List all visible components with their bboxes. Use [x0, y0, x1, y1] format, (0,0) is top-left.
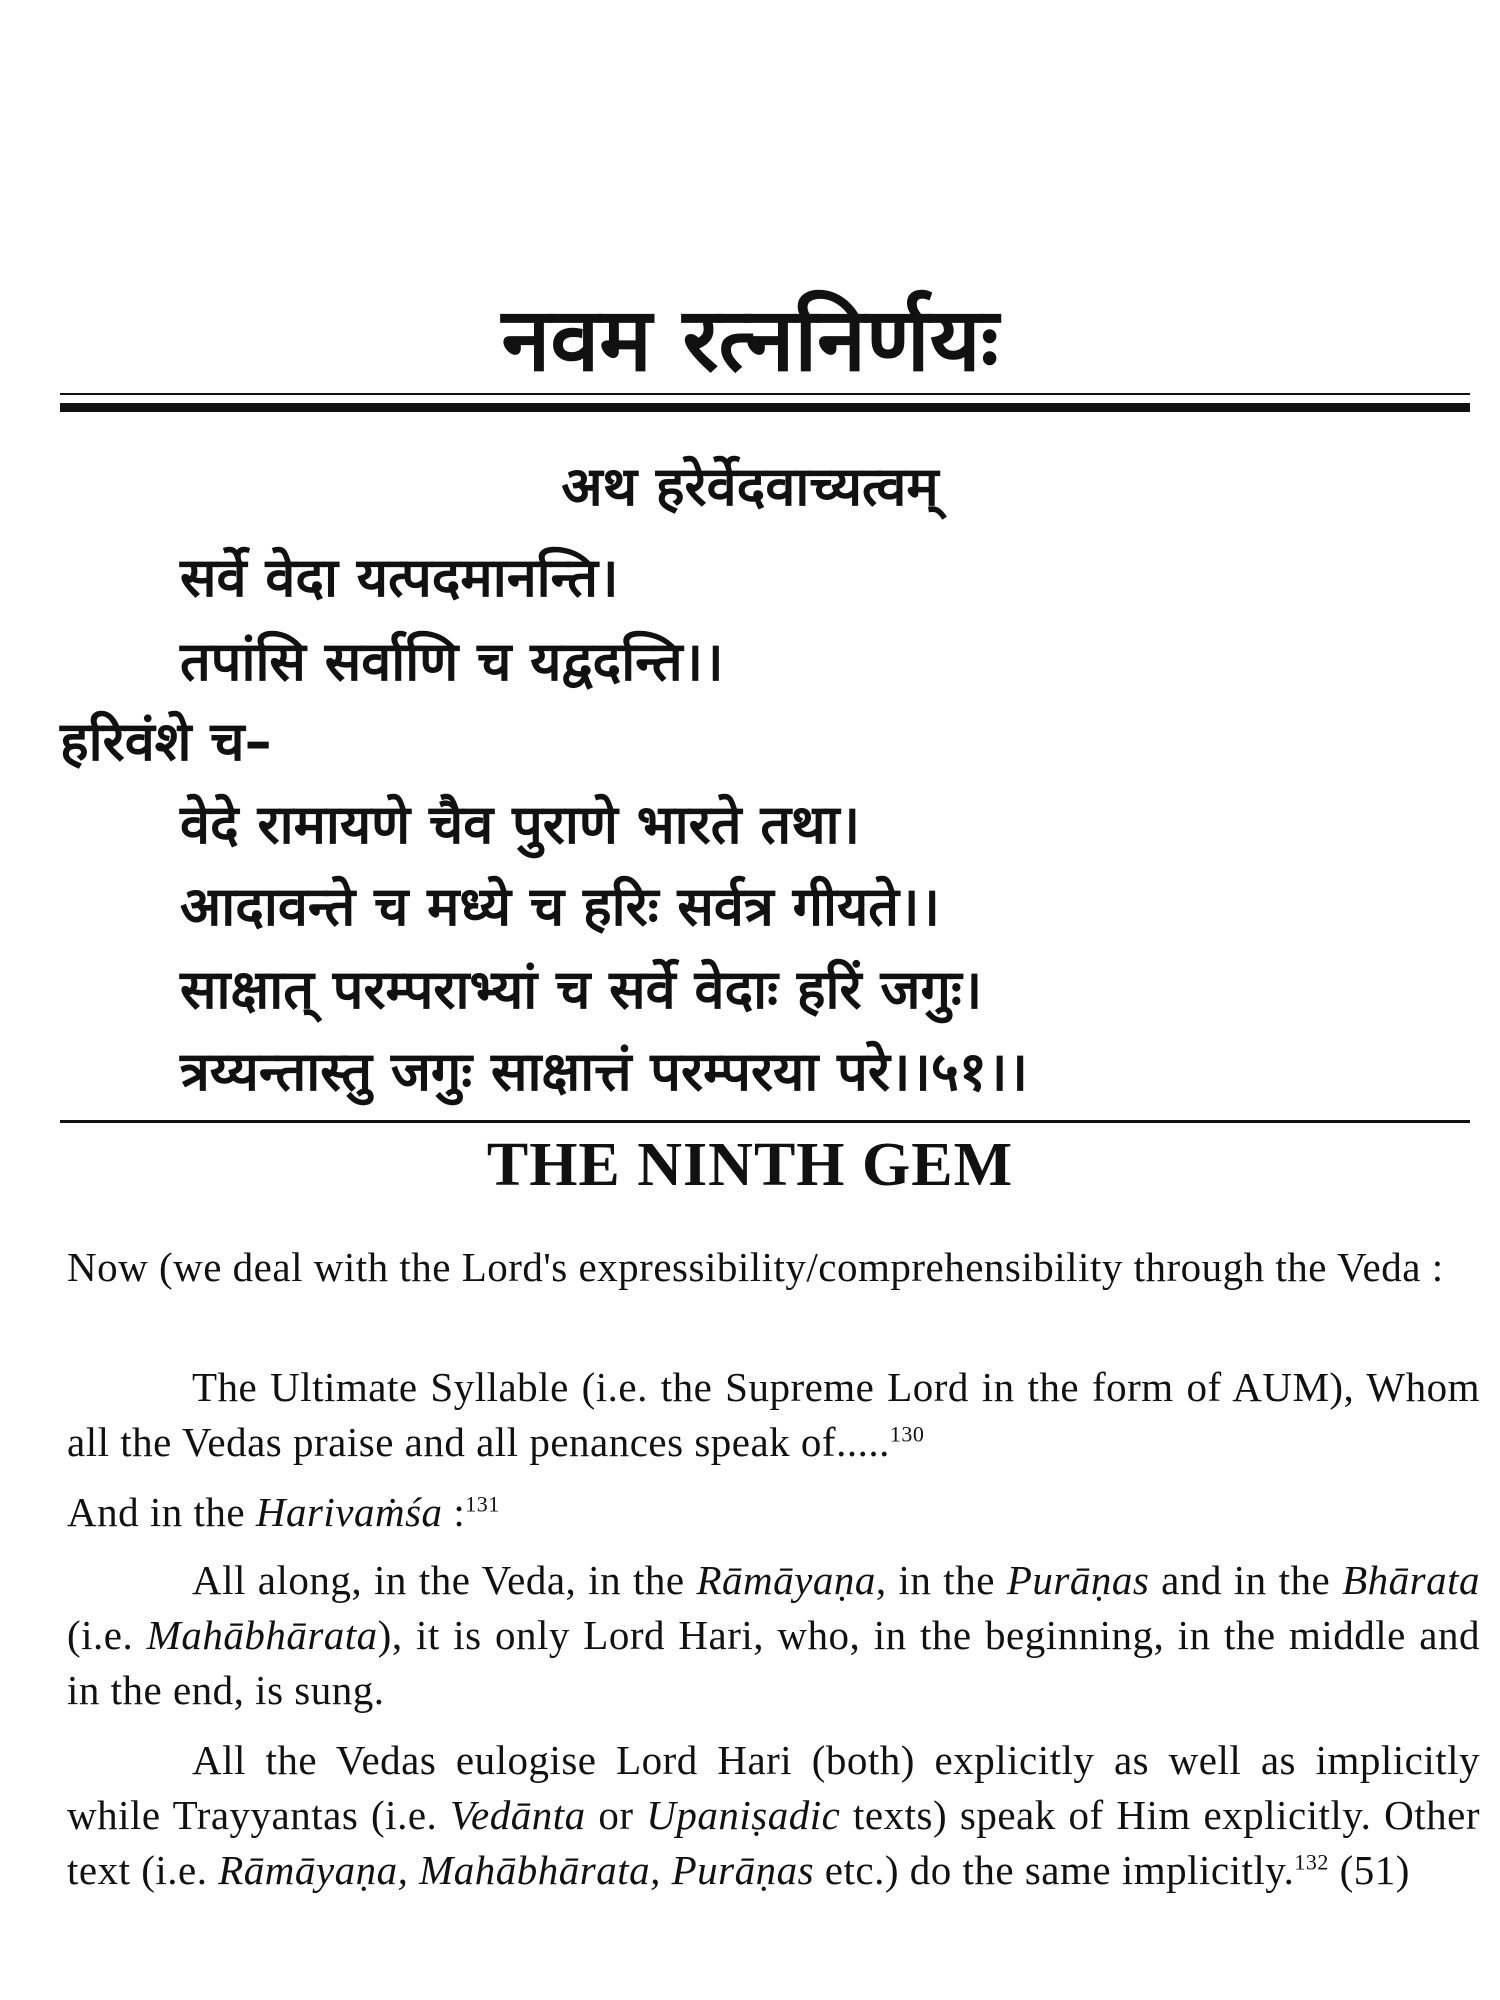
text-span: etc.) do the same implicitly. [814, 1847, 1295, 1893]
verse-number: (51) [1328, 1847, 1410, 1893]
sanskrit-subtitle: अथ हरेर्वेदवाच्यत्वम् [561, 455, 939, 518]
work-title: Upaniṣadic [646, 1792, 841, 1838]
paragraph-vedas [67, 1733, 1480, 1898]
harivamsha-label: हरिवंशे च– [60, 710, 272, 773]
text-span: All the Vedas eulogise Lord Hari (both) explicitly as well as implicitly while Trayyantas (i.e. [67, 1737, 1480, 1838]
title-rule-thick [60, 403, 1470, 412]
verse1-line2: तपांसि सर्वाणि च यद्वदन्ति।। [180, 630, 724, 693]
paragraph-intro: Now (we deal with the Lord's expressibility/comprehensibility through the Veda : [67, 1244, 1444, 1290]
paragraph-syllable [67, 1360, 1480, 1470]
text-span: All along, in the Veda, in the [192, 1557, 697, 1603]
work-title: Purāṇas [1006, 1557, 1150, 1603]
section-rule [60, 1120, 1470, 1123]
paragraph-harivamsa [67, 1485, 1480, 1540]
text-span: , in the [875, 1557, 1007, 1603]
work-title: Bhārata [1342, 1557, 1480, 1603]
verse2-line1: वेदे रामायणे चैव पुराणे भारते तथा। [180, 793, 861, 856]
footnote-130: 130 [889, 1421, 925, 1447]
text-span: ), it is only Lord Hari, who, in the beginning, in the middle and in the end, is sung. [67, 1612, 1480, 1713]
paragraph-syllable-text: The Ultimate Syllable (i.e. the Supreme Lord in the form of AUM), Whom all the Vedas praise and all penances speak of..... [67, 1364, 1480, 1465]
verse2-line2: आदावन्ते च मध्ये च हरिः सर्वत्र गीयते।। [180, 875, 940, 938]
work-title: Rāmāyaṇa [696, 1557, 876, 1603]
work-title: Harivaṁśa [255, 1489, 443, 1535]
text-span: : [442, 1489, 466, 1535]
work-title: Mahābhārata [146, 1612, 378, 1658]
verse2-line4: त्रय्यन्तास्तु जगुः साक्षात्तं परम्परया परे।।५१।। [180, 1040, 1028, 1103]
text-span: (i.e. [67, 1612, 147, 1658]
verse1-line1: सर्वे वेदा यत्पदमानन्ति। [180, 546, 619, 609]
title-rule-thin [60, 393, 1470, 395]
text-span: or [585, 1792, 647, 1838]
text-span: texts) speak of Him explicitly. Other text (i.e. [67, 1792, 1481, 1893]
work-title: Rāmāyaṇa, Mahābhārata, Purāṇas [218, 1847, 815, 1893]
text-span: and in the [1149, 1557, 1343, 1603]
english-heading: THE NINTH GEM [486, 1131, 1014, 1199]
text-span: And in the [67, 1489, 256, 1535]
verse2-line3: साक्षात् परम्पराभ्यां च सर्वे वेदाः हरिं जगुः। [180, 958, 983, 1021]
paragraph-along [67, 1553, 1480, 1718]
work-title: Vedānta [450, 1792, 586, 1838]
footnote-131: 131 [465, 1491, 500, 1517]
footnote-132: 132 [1294, 1849, 1329, 1875]
page-title: नवम रत्ननिर्णयः [501, 288, 999, 391]
